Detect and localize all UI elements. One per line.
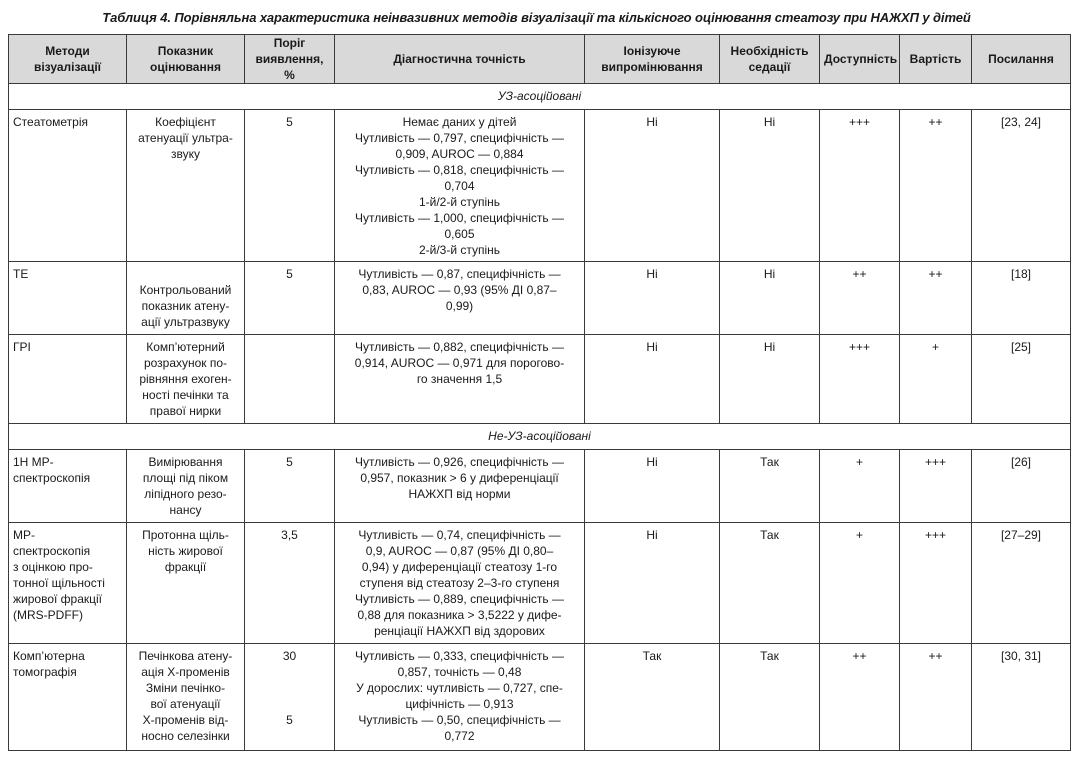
cell-sedation: Ні <box>720 262 820 335</box>
cell-indicator-line: ності печінки та <box>142 388 229 402</box>
cell-method-line: жирової фракції <box>13 592 103 606</box>
cell-accuracy-line: 0,83, AUROC — 0,93 (95% ДІ 0,87– <box>362 283 557 297</box>
cell-accuracy-line: цифічність — 0,913 <box>405 697 514 711</box>
cell-method-line: Стеатометрія <box>13 115 89 129</box>
cell-refs: [23, 24] <box>972 110 1071 262</box>
cell-method-line: спектроскопія <box>13 471 91 485</box>
cell-accuracy-line: Чутливість — 0,926, специфічність — <box>354 455 564 469</box>
cell-accuracy-line: Чутливість — 0,797, специфічність — <box>354 131 564 145</box>
header-radiation: Іонізуюче випромінювання <box>585 35 720 84</box>
cell-method <box>9 644 127 751</box>
cell-indicator-line: атенуації ультра- <box>138 131 233 145</box>
cell-radiation: Ні <box>585 335 720 424</box>
cell-accuracy-line: 0,957, показник > 6 у диференціації <box>360 471 559 485</box>
header-refs: Посилання <box>972 35 1071 84</box>
cell-accuracy-line: НАЖХП від норми <box>408 487 511 501</box>
section-row <box>9 84 1071 110</box>
cell-method-line: спектроскопія <box>13 544 91 558</box>
cell-indicator-line: Коефіцієнт <box>155 115 216 129</box>
cell-indicator-line: Печінкова атену- <box>138 649 233 663</box>
cell-method-line: (MRS-PDFF) <box>13 608 83 622</box>
cell-accuracy-line: У дорослих: чутливість — 0,727, спе- <box>356 681 563 695</box>
cell-accuracy-line: Чутливість — 0,882, специфічність — <box>354 340 564 354</box>
cell-radiation: Ні <box>585 523 720 644</box>
cell-availability: +++ <box>820 110 900 262</box>
header-sedation: Необхідність седації <box>720 35 820 84</box>
cell-indicator-line: правої нирки <box>149 404 222 418</box>
cell-indicator <box>127 523 245 644</box>
cell-method-line: ТЕ <box>13 267 29 281</box>
cell-refs: [30, 31] <box>972 644 1071 751</box>
cell-indicator-line: рівняння ехоген- <box>139 372 232 386</box>
header-cost: Вартість <box>900 35 972 84</box>
cell-accuracy-line: го значення 1,5 <box>416 372 503 386</box>
cell-indicator <box>127 644 245 751</box>
cell-method-line: Комп’ютерна <box>13 649 85 663</box>
cell-method-line: тонної щільності <box>13 576 105 590</box>
cell-availability: + <box>820 450 900 523</box>
cell-indicator <box>127 262 245 335</box>
cell-accuracy-line: Чутливість — 0,818, специфічність — <box>354 163 564 177</box>
cell-accuracy-line: 0,9, AUROC — 0,87 (95% ДІ 0,80– <box>365 544 554 558</box>
cell-radiation: Ні <box>585 110 720 262</box>
cell-method <box>9 262 127 335</box>
cell-accuracy-line: Чутливість — 0,87, специфічність — <box>358 267 561 281</box>
cell-availability: +++ <box>820 335 900 424</box>
table-row <box>9 335 1071 424</box>
cell-availability: ++ <box>820 644 900 751</box>
cell-indicator-line: ліпідного резо- <box>144 487 227 501</box>
cell-threshold-line: 30 <box>282 649 297 663</box>
cell-indicator-line: Зміни печінко- <box>145 681 226 695</box>
cell-threshold-line: 3,5 <box>281 528 298 542</box>
cell-accuracy-line: Чутливість — 1,000, специфічність — <box>354 211 564 225</box>
cell-indicator-line: носно селезінки <box>141 729 230 743</box>
cell-radiation: Так <box>585 644 720 751</box>
cell-method-line: 1H МР- <box>13 455 54 469</box>
section-label: Не-УЗ-асоційовані <box>9 424 1071 450</box>
cell-accuracy-line: 0,704 <box>444 179 475 193</box>
section-row <box>9 424 1071 450</box>
cell-indicator-line: Протонна щіль- <box>142 528 229 542</box>
cell-threshold-line: 5 <box>286 115 293 129</box>
table-row <box>9 523 1071 644</box>
cell-availability: ++ <box>820 262 900 335</box>
cell-accuracy <box>335 110 585 262</box>
cell-refs: [25] <box>972 335 1071 424</box>
cell-accuracy-line: 1-й/2-й ступінь <box>418 195 501 209</box>
cell-indicator-line: ність жирової <box>148 544 223 558</box>
cell-refs: [26] <box>972 450 1071 523</box>
cell-accuracy-line: Чутливість — 0,50, специфічність — <box>358 713 561 727</box>
cell-sedation: Так <box>720 644 820 751</box>
cell-threshold <box>245 523 335 644</box>
section-label: УЗ-асоційовані <box>9 84 1071 110</box>
cell-indicator <box>127 450 245 523</box>
cell-cost: ++ <box>900 110 972 262</box>
cell-availability: + <box>820 523 900 644</box>
cell-indicator-line: показник атену- <box>141 299 230 313</box>
cell-accuracy-line: 2-й/3-й ступінь <box>418 243 501 257</box>
cell-accuracy-line: Немає даних у дітей <box>402 115 517 129</box>
header-accuracy: Діагностична точність <box>335 35 585 84</box>
cell-cost: + <box>900 335 972 424</box>
cell-radiation: Ні <box>585 262 720 335</box>
cell-accuracy <box>335 644 585 751</box>
cell-method-line: з оцінкою про- <box>13 560 93 574</box>
header-method: Методи візуалізації <box>9 35 127 84</box>
cell-indicator <box>127 335 245 424</box>
cell-cost: +++ <box>900 450 972 523</box>
cell-indicator-line: площі під піком <box>142 471 229 485</box>
cell-accuracy-line: 0,605 <box>444 227 475 241</box>
cell-indicator-line: розрахунок по- <box>143 356 228 370</box>
table-caption: Таблиця 4. Порівняльна характеристика неінвазивних методів візуалізації та кількісного оцінювання стеатозу при НАЖХП у дітей <box>102 10 971 25</box>
cell-accuracy-line: 0,909, AUROC — 0,884 <box>395 147 524 161</box>
cell-accuracy-line: 0,914, AUROC — 0,971 для порогово- <box>354 356 565 370</box>
cell-threshold <box>245 644 335 751</box>
cell-cost: +++ <box>900 523 972 644</box>
cell-cost: ++ <box>900 262 972 335</box>
cell-threshold <box>245 450 335 523</box>
header-indicator: Показник оцінювання <box>127 35 245 84</box>
cell-threshold-line: 5 <box>286 455 293 469</box>
cell-indicator-line: Вимірювання <box>148 455 223 469</box>
cell-threshold <box>245 110 335 262</box>
cell-accuracy-line: 0,99) <box>445 299 474 313</box>
cell-indicator-line: Х-променів від- <box>142 713 229 727</box>
cell-accuracy-line: 0,88 для показника > 3,5222 у дифе- <box>357 608 562 622</box>
cell-method <box>9 335 127 424</box>
cell-threshold-line: 5 <box>286 713 293 727</box>
cell-method <box>9 110 127 262</box>
cell-indicator-line: фракції <box>164 560 207 574</box>
cell-accuracy <box>335 335 585 424</box>
table-row <box>9 262 1071 335</box>
cell-accuracy-line: 0,772 <box>444 729 475 743</box>
cell-method-line: томографія <box>13 665 77 679</box>
table-row <box>9 450 1071 523</box>
cell-accuracy-line: ступеня від стеатозу 2–3-го ступеня <box>359 576 560 590</box>
cell-sedation: Ні <box>720 335 820 424</box>
cell-threshold-line <box>249 664 330 680</box>
cell-indicator-line: нансу <box>169 503 202 517</box>
cell-indicator-line: звуку <box>171 147 200 161</box>
cell-accuracy-line: Чутливість — 0,333, специфічність — <box>354 649 564 663</box>
header-availability: Доступність <box>820 35 900 84</box>
cell-sedation: Так <box>720 523 820 644</box>
cell-refs: [18] <box>972 262 1071 335</box>
cell-accuracy <box>335 523 585 644</box>
cell-method-line: МР- <box>13 528 35 542</box>
cell-threshold-line <box>249 696 330 712</box>
cell-indicator <box>127 110 245 262</box>
cell-method <box>9 523 127 644</box>
cell-cost: ++ <box>900 644 972 751</box>
comparison-table <box>8 34 1071 751</box>
header-row <box>9 35 1071 84</box>
cell-sedation: Ні <box>720 110 820 262</box>
cell-method-line: ГРІ <box>13 340 31 354</box>
cell-indicator-line: ація Х-променів <box>141 665 230 679</box>
cell-accuracy <box>335 262 585 335</box>
cell-refs: [27–29] <box>972 523 1071 644</box>
cell-indicator-line: Комп’ютерний <box>146 340 225 354</box>
cell-indicator-line: ації ультразвуку <box>141 315 230 329</box>
cell-indicator-line: Контрольований <box>139 283 232 297</box>
cell-accuracy-line: 0,94) у диференціації стеатозу 1-го <box>361 560 558 574</box>
cell-method <box>9 450 127 523</box>
table-row <box>9 110 1071 262</box>
cell-indicator-line: вої атенуації <box>150 697 221 711</box>
header-threshold: Поріг виявлення, % <box>245 35 335 84</box>
cell-threshold <box>245 262 335 335</box>
table-row <box>9 644 1071 751</box>
cell-accuracy-line: 0,857, точність — 0,48 <box>397 665 522 679</box>
cell-threshold-line <box>249 680 330 696</box>
cell-accuracy-line: ренціації НАЖХП від здорових <box>374 624 545 638</box>
cell-threshold-line: 5 <box>286 267 293 281</box>
cell-radiation: Ні <box>585 450 720 523</box>
cell-accuracy <box>335 450 585 523</box>
cell-sedation: Так <box>720 450 820 523</box>
cell-threshold <box>245 335 335 424</box>
cell-accuracy-line: Чутливість — 0,74, специфічність — <box>358 528 561 542</box>
cell-accuracy-line: Чутливість — 0,889, специфічність — <box>354 592 564 606</box>
